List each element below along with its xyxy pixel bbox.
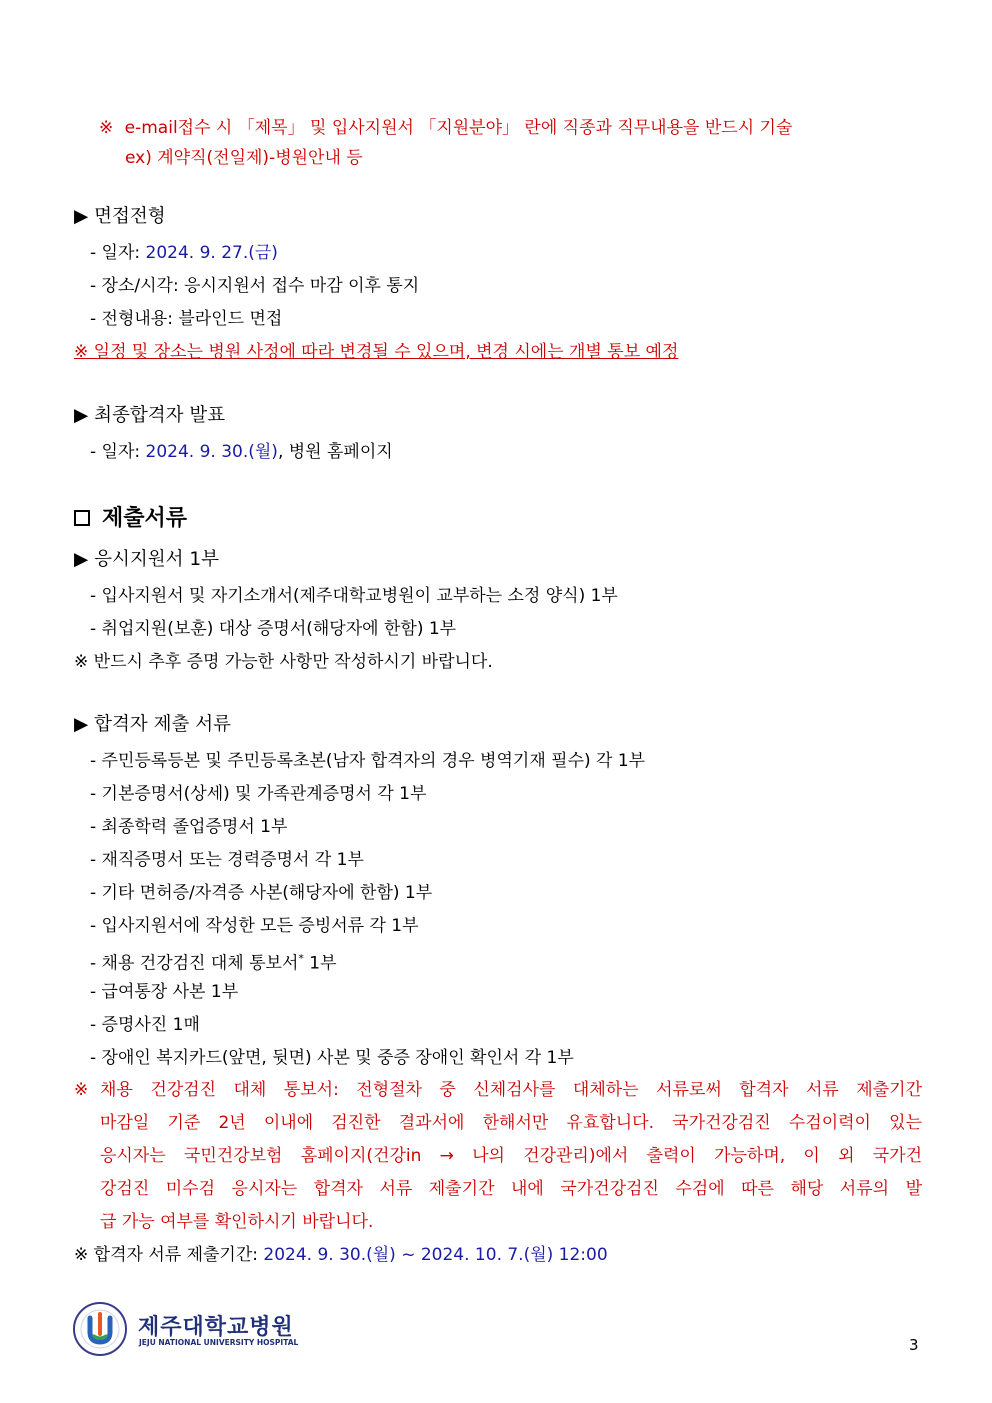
final-date-label: - 일자: (90, 442, 146, 462)
health-note-line: 급 가능 여부를 확인하시기 바랍니다. (100, 1212, 374, 1232)
health-note-line: 마감일 기준 2년 이내에 검진한 결과서에 한해서만 유효합니다. 국가건강검진 수검이력이 있는 (100, 1113, 922, 1133)
submission-period-label: ※ 합격자 서류 제출기간: (74, 1245, 264, 1265)
passer-doc-item: - 기타 면허증/자격증 사본(해당자에 한함) 1부 (90, 883, 433, 903)
passer-doc-item: - 재직증명서 또는 경력증명서 각 1부 (90, 850, 364, 870)
interview-content: - 전형내용: 블라인드 면접 (90, 309, 283, 329)
health-item-text: - 채용 건강검진 대체 통보서 (90, 953, 299, 974)
application-heading: ▶ 응시지원서 1부 (74, 549, 219, 570)
reference-mark: ※ (99, 118, 114, 138)
application-note: ※ 반드시 추후 증명 가능한 사항만 작성하시기 바랍니다. (74, 652, 493, 672)
health-note-line: 채용 건강검진 대체 통보서: 전형절차 중 신체검사를 대체하는 서류로써 합격자 서류 제출기간 (100, 1080, 922, 1100)
email-note-line1 (99, 116, 792, 140)
hospital-name-en: JEJU NATIONAL UNIVERSITY HOSPITAL (139, 1338, 299, 1347)
health-note-line: 응시자는 국민건강보험 홈페이지(건강in → 나의 건강관리)에서 출력이 가능하며, 이 외 국가건 (100, 1146, 922, 1166)
final-heading: ▶ 최종합격자 발표 (74, 405, 226, 426)
submission-period-value: 2024. 9. 30.(월) ~ 2024. 10. 7.(월) 12:00 (263, 1245, 608, 1265)
interview-date-value: 2024. 9. 27.(금) (145, 243, 278, 263)
final-date (90, 440, 393, 464)
passer-doc-item: - 최종학력 졸업증명서 1부 (90, 817, 288, 837)
interview-heading: ▶ 면접전형 (74, 206, 166, 227)
section-title-documents (74, 505, 187, 533)
passer-doc-item: - 입사지원서에 작성한 모든 증빙서류 각 1부 (90, 916, 419, 936)
interview-notice: ※ 일정 및 장소는 병원 사정에 따라 변경될 수 있으며, 변경 시에는 개별 통보 예정 (74, 342, 679, 362)
section-title-text: 제출서류 (102, 506, 188, 531)
final-date-value: 2024. 9. 30.(월) (145, 442, 278, 462)
application-item: - 입사지원서 및 자기소개서(제주대학교병원이 교부하는 소정 양식) 1부 (90, 586, 618, 606)
hospital-logo (72, 1300, 302, 1360)
passer-doc-item: - 증명사진 1매 (90, 1015, 200, 1035)
health-item-suffix: 1부 (303, 953, 337, 974)
passer-doc-item: - 장애인 복지카드(앞면, 뒷면) 사본 및 중증 장애인 확인서 각 1부 (90, 1048, 574, 1068)
email-note-text: e-mail접수 시 「제목」 및 입사지원서 「지원분야」 란에 직종과 직무내용을 반드시 기술 (124, 118, 793, 138)
passer-doc-item: - 기본증명서(상세) 및 가족관계증명서 각 1부 (90, 784, 427, 804)
page-number: 3 (909, 1336, 919, 1354)
health-note-line: 강검진 미수검 응시자는 합격자 서류 제출기간 내에 국가건강검진 수검에 따른 해당 서류의 발 (100, 1179, 922, 1199)
interview-place: - 장소/시각: 응시지원서 접수 마감 이후 통지 (90, 276, 420, 296)
footnote-star: * (298, 952, 304, 965)
passer-doc-item: - 급여통장 사본 1부 (90, 982, 239, 1002)
final-date-suffix: , 병원 홈페이지 (277, 442, 393, 462)
hospital-name: 제주대학교병원 (138, 1315, 294, 1340)
email-note-line2: ex) 계약직(전일제)-병원안내 등 (125, 148, 363, 168)
passer-docs-heading: ▶ 합격자 제출 서류 (74, 714, 231, 735)
passer-doc-item: - 주민등록등본 및 주민등록초본(남자 합격자의 경우 병역기재 필수) 각 1부 (90, 751, 646, 771)
checkbox-square-icon (74, 510, 90, 526)
submission-period (74, 1243, 608, 1267)
interview-date (90, 241, 278, 265)
passer-doc-item-health (90, 947, 337, 976)
application-item: - 취업지원(보훈) 대상 증명서(해당자에 한함) 1부 (90, 619, 457, 639)
health-note-mark: ※ (74, 1080, 89, 1100)
interview-date-label: - 일자: (90, 243, 146, 263)
